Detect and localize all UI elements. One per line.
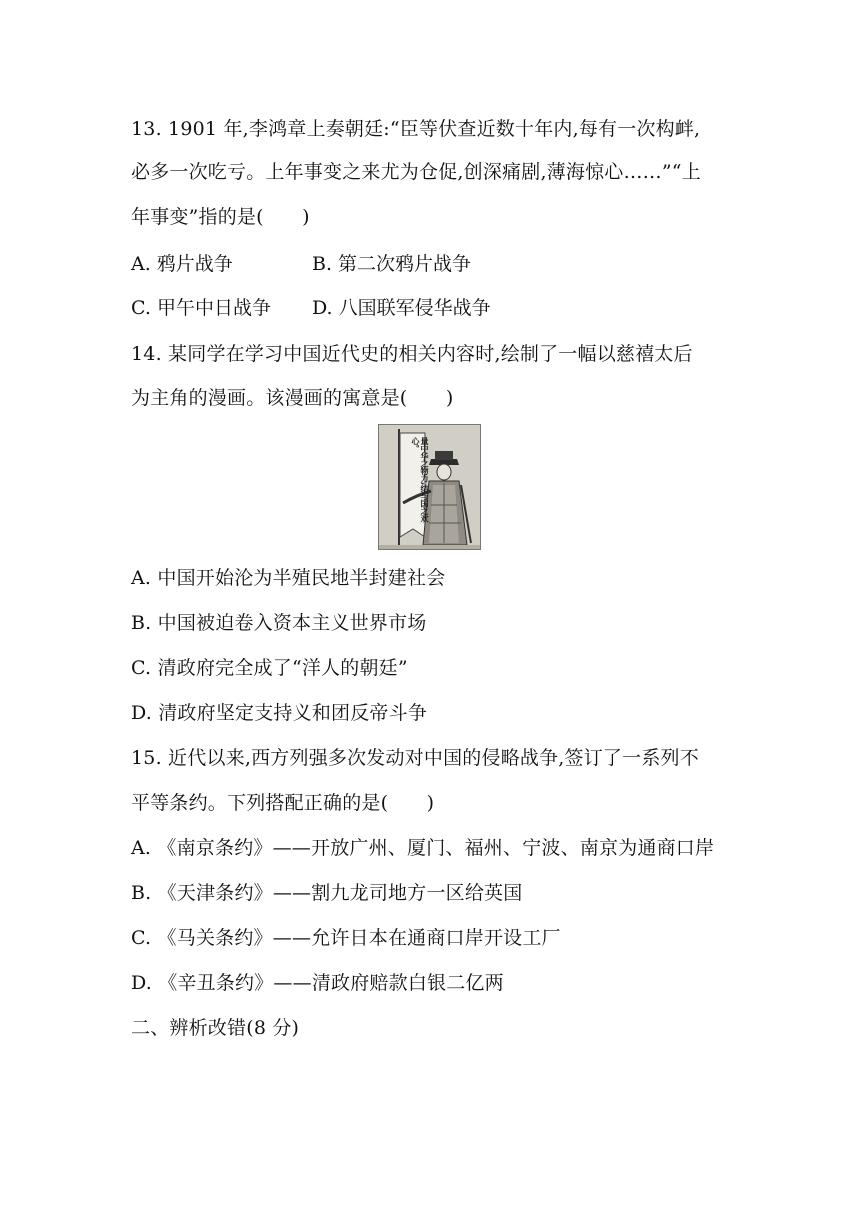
cartoon-caption: 量中华之物力,结与国之欢心。 — [411, 437, 429, 523]
q13-option-a: A. 鸦片战争 — [131, 253, 233, 275]
cixi-cartoon-image — [378, 424, 481, 550]
q13-stem-line-3: 年事变”指的是( ) — [131, 206, 310, 228]
section-2-heading: 二、辨析改错(8 分) — [131, 1017, 300, 1039]
q13-options-row-1 — [131, 252, 472, 276]
q13-option-b: B. 第二次鸦片战争 — [312, 253, 472, 275]
q15-stem-line-2: 平等条约。下列搭配正确的是( ) — [131, 792, 435, 814]
q13-stem-line-1: 13. 1901 年,李鸿章上奏朝廷:“臣等伏查近数十年内,每有一次构衅, — [131, 118, 701, 140]
q14-option-d: D. 清政府坚定支持义和团反帝斗争 — [131, 702, 428, 724]
q14-option-c: C. 清政府完全成了“洋人的朝廷” — [131, 657, 408, 679]
q14-stem-line-1: 14. 某同学在学习中国近代史的相关内容时,绘制了一幅以慈禧太后 — [131, 343, 693, 365]
q15-option-d: D. 《辛丑条约》——清政府赔款白银二亿两 — [131, 972, 504, 994]
q13-option-c: C. 甲午中日战争 — [131, 297, 271, 319]
q15-option-b: B. 《天津条约》——割九龙司地方一区给英国 — [131, 882, 523, 904]
q14-option-b: B. 中国被迫卷入资本主义世界市场 — [131, 612, 427, 634]
q15-stem-line-1: 15. 近代以来,西方列强多次发动对中国的侵略战争,签订了一系列不 — [131, 747, 699, 769]
q13-stem-line-2: 必多一次吃亏。上年事变之来尤为仓促,创深痛剧,薄海惊心……”“上 — [131, 161, 701, 183]
q14-option-a: A. 中国开始沦为半殖民地半封建社会 — [131, 567, 446, 589]
q14-stem-line-2: 为主角的漫画。该漫画的寓意是( ) — [131, 387, 454, 409]
q13-option-d: D. 八国联军侵华战争 — [312, 297, 491, 319]
q15-option-a: A. 《南京条约》——开放广州、厦门、福州、宁波、南京为通商口岸 — [131, 837, 715, 859]
cartoon-drawing — [379, 425, 481, 550]
q15-option-c: C. 《马关条约》——允许日本在通商口岸开设工厂 — [131, 927, 561, 949]
q13-options-row-2 — [131, 296, 491, 320]
